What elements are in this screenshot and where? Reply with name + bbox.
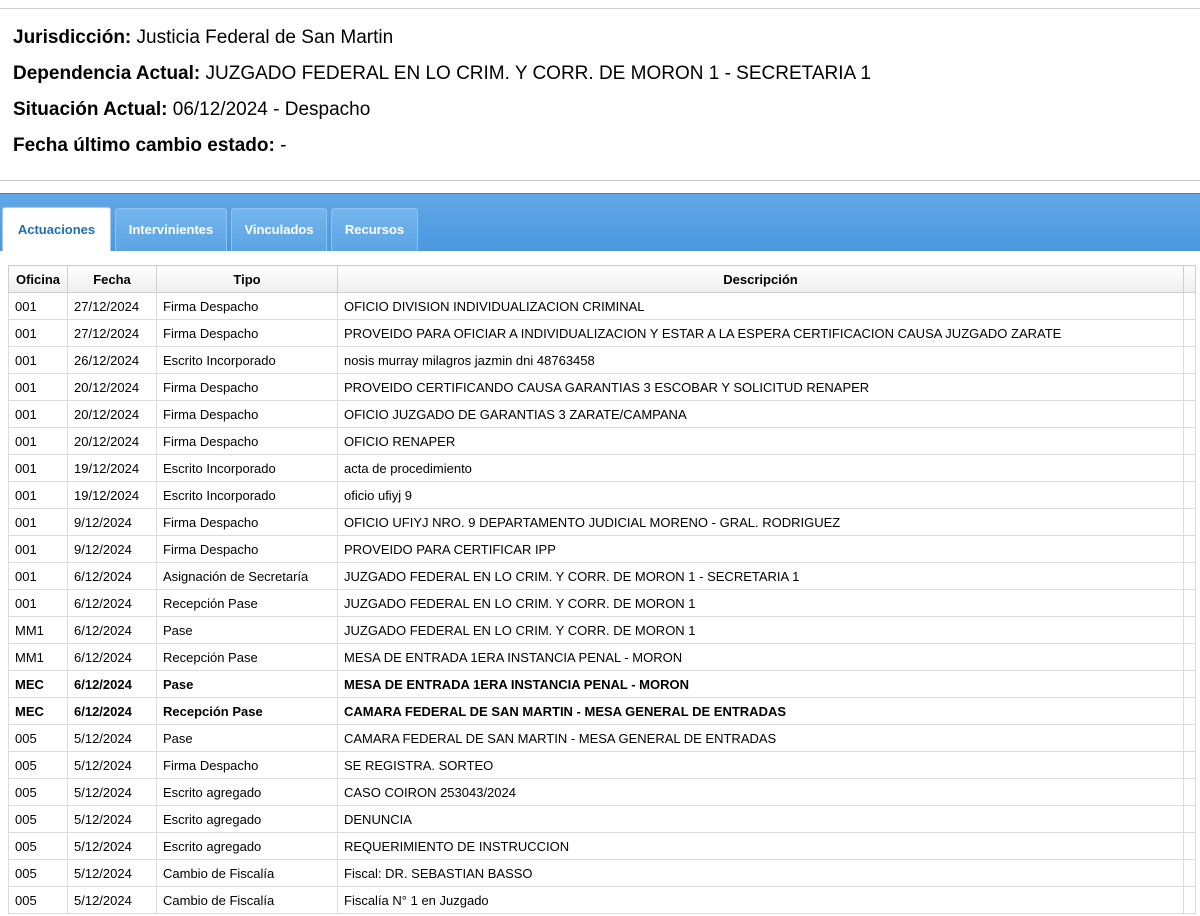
cell-fecha: 20/12/2024 xyxy=(68,428,157,455)
actuaciones-panel xyxy=(0,251,1200,916)
cell-oficina: 005 xyxy=(9,833,68,860)
cell-oficina: 001 xyxy=(9,401,68,428)
table-row[interactable] xyxy=(9,401,1196,428)
scrollbar-cell xyxy=(1184,860,1196,887)
cell-fecha: 20/12/2024 xyxy=(68,374,157,401)
cell-tipo: Escrito agregado xyxy=(157,806,338,833)
cell-tipo: Recepción Pase xyxy=(157,698,338,725)
cell-tipo: Cambio de Fiscalía xyxy=(157,860,338,887)
cell-oficina: 005 xyxy=(9,860,68,887)
scrollbar-cell xyxy=(1184,428,1196,455)
table-row[interactable] xyxy=(9,293,1196,320)
cell-oficina: 005 xyxy=(9,887,68,914)
table-row[interactable] xyxy=(9,590,1196,617)
cell-tipo: Firma Despacho xyxy=(157,752,338,779)
cell-descripcion: SE REGISTRA. SORTEO xyxy=(338,752,1184,779)
cell-tipo: Firma Despacho xyxy=(157,320,338,347)
table-header-row xyxy=(9,266,1196,293)
cell-tipo: Pase xyxy=(157,725,338,752)
dependencia-label: Dependencia Actual: xyxy=(13,63,201,84)
cell-tipo: Escrito Incorporado xyxy=(157,455,338,482)
section-divider xyxy=(0,180,1200,181)
cell-tipo: Escrito Incorporado xyxy=(157,347,338,374)
cell-fecha: 5/12/2024 xyxy=(68,725,157,752)
tab-vinculados[interactable]: Vinculados xyxy=(231,208,327,252)
cell-tipo: Escrito agregado xyxy=(157,833,338,860)
table-row[interactable] xyxy=(9,860,1196,887)
cell-tipo: Recepción Pase xyxy=(157,590,338,617)
fecha-cambio-label: Fecha último cambio estado: xyxy=(13,135,275,156)
scrollbar-cell xyxy=(1184,806,1196,833)
scrollbar-header xyxy=(1184,266,1196,293)
cell-oficina: 001 xyxy=(9,536,68,563)
cell-fecha: 5/12/2024 xyxy=(68,887,157,914)
scrollbar-cell xyxy=(1184,590,1196,617)
cell-oficina: 001 xyxy=(9,320,68,347)
cell-descripcion: PROVEIDO PARA OFICIAR A INDIVIDUALIZACION Y ESTAR A LA ESPERA CERTIFICACION CAUSA JUZGADO ZARATE xyxy=(338,320,1184,347)
cell-tipo: Escrito agregado xyxy=(157,779,338,806)
cell-tipo: Recepción Pase xyxy=(157,644,338,671)
scrollbar-cell xyxy=(1184,482,1196,509)
cell-descripcion: nosis murray milagros jazmin dni 48763458 xyxy=(338,347,1184,374)
table-body xyxy=(9,293,1196,914)
cell-fecha: 6/12/2024 xyxy=(68,563,157,590)
scrollbar-cell xyxy=(1184,671,1196,698)
scrollbar-cell xyxy=(1184,536,1196,563)
table-row[interactable] xyxy=(9,806,1196,833)
column-header-oficina[interactable]: Oficina xyxy=(9,266,68,293)
table-row[interactable] xyxy=(9,320,1196,347)
cell-oficina: 005 xyxy=(9,752,68,779)
dependencia-value: JUZGADO FEDERAL EN LO CRIM. Y CORR. DE MORON 1 - SECRETARIA 1 xyxy=(200,63,871,84)
scrollbar-cell xyxy=(1184,725,1196,752)
situacion-value: 06/12/2024 - Despacho xyxy=(167,99,371,120)
table-row[interactable] xyxy=(9,698,1196,725)
cell-descripcion: REQUERIMIENTO DE INSTRUCCION xyxy=(338,833,1184,860)
top-divider xyxy=(0,8,1200,9)
cell-descripcion: MESA DE ENTRADA 1ERA INSTANCIA PENAL - MORON xyxy=(338,644,1184,671)
cell-tipo: Pase xyxy=(157,617,338,644)
dependencia-row xyxy=(13,61,871,97)
cell-fecha: 9/12/2024 xyxy=(68,509,157,536)
cell-tipo: Firma Despacho xyxy=(157,509,338,536)
cell-descripcion: MESA DE ENTRADA 1ERA INSTANCIA PENAL - MORON xyxy=(338,671,1184,698)
cell-descripcion: Fiscal: DR. SEBASTIAN BASSO xyxy=(338,860,1184,887)
table-row[interactable] xyxy=(9,779,1196,806)
cell-tipo: Firma Despacho xyxy=(157,536,338,563)
table-row[interactable] xyxy=(9,644,1196,671)
cell-oficina: 001 xyxy=(9,563,68,590)
table-row[interactable] xyxy=(9,617,1196,644)
situacion-label: Situación Actual: xyxy=(13,99,168,120)
cell-tipo: Pase xyxy=(157,671,338,698)
cell-fecha: 26/12/2024 xyxy=(68,347,157,374)
situacion-row xyxy=(13,97,871,133)
table-row[interactable] xyxy=(9,428,1196,455)
table-row[interactable] xyxy=(9,347,1196,374)
cell-oficina: MEC xyxy=(9,698,68,725)
cell-descripcion: OFICIO JUZGADO DE GARANTIAS 3 ZARATE/CAMPANA xyxy=(338,401,1184,428)
scrollbar-cell xyxy=(1184,509,1196,536)
scrollbar-cell xyxy=(1184,752,1196,779)
cell-oficina: 001 xyxy=(9,374,68,401)
scrollbar-cell xyxy=(1184,644,1196,671)
table-row[interactable] xyxy=(9,725,1196,752)
cell-oficina: 001 xyxy=(9,455,68,482)
scrollbar-cell xyxy=(1184,887,1196,914)
scrollbar-cell xyxy=(1184,320,1196,347)
scrollbar-cell xyxy=(1184,374,1196,401)
cell-fecha: 5/12/2024 xyxy=(68,779,157,806)
tab-intervinientes[interactable]: Intervinientes xyxy=(115,208,227,252)
case-info xyxy=(13,25,871,169)
cell-oficina: 005 xyxy=(9,806,68,833)
cell-tipo: Asignación de Secretaría xyxy=(157,563,338,590)
cell-tipo: Firma Despacho xyxy=(157,401,338,428)
scrollbar-cell xyxy=(1184,455,1196,482)
cell-descripcion: JUZGADO FEDERAL EN LO CRIM. Y CORR. DE MORON 1 - SECRETARIA 1 xyxy=(338,563,1184,590)
cell-descripcion: acta de procedimiento xyxy=(338,455,1184,482)
cell-descripcion: JUZGADO FEDERAL EN LO CRIM. Y CORR. DE MORON 1 xyxy=(338,590,1184,617)
cell-fecha: 27/12/2024 xyxy=(68,293,157,320)
cell-fecha: 6/12/2024 xyxy=(68,590,157,617)
cell-fecha: 27/12/2024 xyxy=(68,320,157,347)
table-row[interactable] xyxy=(9,563,1196,590)
cell-oficina: 001 xyxy=(9,428,68,455)
tab-recursos[interactable]: Recursos xyxy=(331,208,418,252)
cell-descripcion: CAMARA FEDERAL DE SAN MARTIN - MESA GENERAL DE ENTRADAS xyxy=(338,698,1184,725)
cell-oficina: 001 xyxy=(9,482,68,509)
cell-fecha: 19/12/2024 xyxy=(68,455,157,482)
scrollbar-cell xyxy=(1184,563,1196,590)
cell-oficina: MEC xyxy=(9,671,68,698)
cell-fecha: 6/12/2024 xyxy=(68,698,157,725)
jurisdiccion-row xyxy=(13,25,871,61)
cell-oficina: 001 xyxy=(9,293,68,320)
scrollbar-cell xyxy=(1184,779,1196,806)
tab-actuaciones[interactable]: Actuaciones xyxy=(2,207,111,253)
cell-fecha: 5/12/2024 xyxy=(68,806,157,833)
scrollbar-cell xyxy=(1184,293,1196,320)
cell-descripcion: PROVEIDO CERTIFICANDO CAUSA GARANTIAS 3 ESCOBAR Y SOLICITUD RENAPER xyxy=(338,374,1184,401)
cell-fecha: 20/12/2024 xyxy=(68,401,157,428)
cell-fecha: 6/12/2024 xyxy=(68,644,157,671)
cell-descripcion: CAMARA FEDERAL DE SAN MARTIN - MESA GENERAL DE ENTRADAS xyxy=(338,725,1184,752)
table-row[interactable] xyxy=(9,887,1196,914)
cell-fecha: 5/12/2024 xyxy=(68,752,157,779)
cell-tipo: Cambio de Fiscalía xyxy=(157,887,338,914)
cell-tipo: Firma Despacho xyxy=(157,428,338,455)
cell-oficina: MM1 xyxy=(9,644,68,671)
scrollbar-cell xyxy=(1184,617,1196,644)
scrollbar-cell xyxy=(1184,833,1196,860)
cell-descripcion: oficio ufiyj 9 xyxy=(338,482,1184,509)
cell-oficina: 001 xyxy=(9,347,68,374)
cell-descripcion: CASO COIRON 253043/2024 xyxy=(338,779,1184,806)
scrollbar-cell xyxy=(1184,698,1196,725)
fecha-cambio-row xyxy=(13,133,871,169)
cell-descripcion: OFICIO RENAPER xyxy=(338,428,1184,455)
cell-descripcion: DENUNCIA xyxy=(338,806,1184,833)
table-row[interactable] xyxy=(9,536,1196,563)
cell-oficina: 005 xyxy=(9,725,68,752)
cell-oficina: 001 xyxy=(9,509,68,536)
jurisdiccion-value: Justicia Federal de San Martin xyxy=(131,27,394,48)
scrollbar-cell xyxy=(1184,347,1196,374)
cell-oficina: 001 xyxy=(9,590,68,617)
cell-fecha: 6/12/2024 xyxy=(68,671,157,698)
column-header-fecha[interactable]: Fecha xyxy=(68,266,157,293)
table-row[interactable] xyxy=(9,509,1196,536)
cell-descripcion: OFICIO UFIYJ NRO. 9 DEPARTAMENTO JUDICIAL MORENO - GRAL. RODRIGUEZ xyxy=(338,509,1184,536)
cell-tipo: Firma Despacho xyxy=(157,293,338,320)
cell-oficina: MM1 xyxy=(9,617,68,644)
table-row[interactable] xyxy=(9,482,1196,509)
cell-descripcion: JUZGADO FEDERAL EN LO CRIM. Y CORR. DE MORON 1 xyxy=(338,617,1184,644)
fecha-cambio-value: - xyxy=(274,135,287,156)
tab-bar xyxy=(0,193,1200,251)
cell-fecha: 5/12/2024 xyxy=(68,860,157,887)
jurisdiccion-label: Jurisdicción: xyxy=(13,27,132,48)
table-row[interactable] xyxy=(9,833,1196,860)
cell-oficina: 005 xyxy=(9,779,68,806)
table-row[interactable] xyxy=(9,374,1196,401)
cell-descripcion: OFICIO DIVISION INDIVIDUALIZACION CRIMINAL xyxy=(338,293,1184,320)
cell-descripcion: Fiscalía N° 1 en Juzgado xyxy=(338,887,1184,914)
table-row[interactable] xyxy=(9,455,1196,482)
cell-fecha: 19/12/2024 xyxy=(68,482,157,509)
table-row[interactable] xyxy=(9,671,1196,698)
cell-tipo: Firma Despacho xyxy=(157,374,338,401)
column-header-tipo[interactable]: Tipo xyxy=(157,266,338,293)
cell-fecha: 9/12/2024 xyxy=(68,536,157,563)
actuaciones-table xyxy=(8,265,1196,914)
cell-tipo: Escrito Incorporado xyxy=(157,482,338,509)
cell-fecha: 6/12/2024 xyxy=(68,617,157,644)
table-row[interactable] xyxy=(9,752,1196,779)
scrollbar-cell xyxy=(1184,401,1196,428)
cell-fecha: 5/12/2024 xyxy=(68,833,157,860)
column-header-descripcion[interactable]: Descripción xyxy=(338,266,1184,293)
cell-descripcion: PROVEIDO PARA CERTIFICAR IPP xyxy=(338,536,1184,563)
